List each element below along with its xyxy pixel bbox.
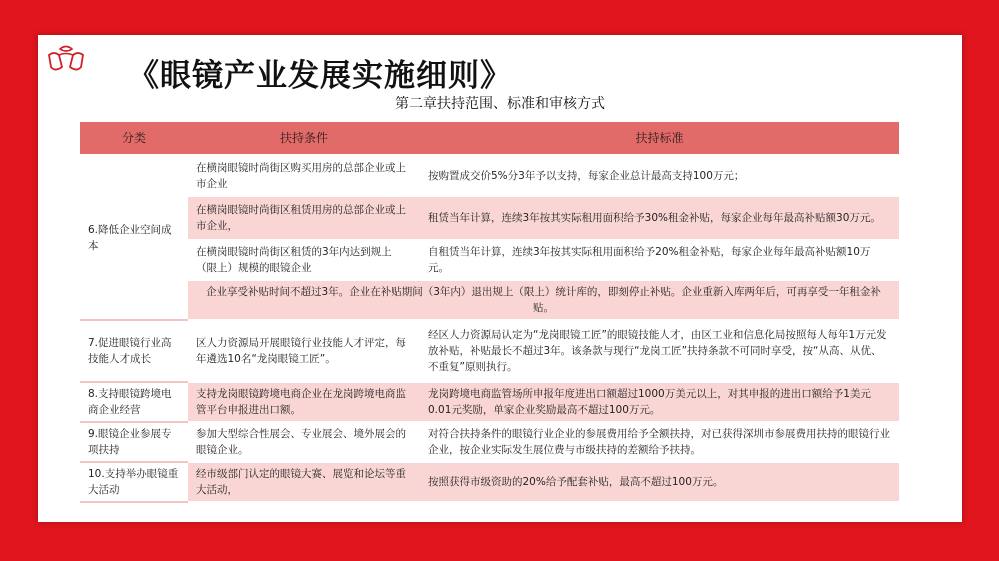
header-category: 分类 <box>80 122 188 155</box>
header-standard: 扶持标准 <box>420 122 899 155</box>
table-row <box>80 382 899 422</box>
chapter-subtitle: 第二章扶持范围、标准和审核方式 <box>395 96 605 112</box>
condition-cell: 区人力资源局开展眼镜行业技能人才评定，每年遴选10名“龙岗眼镜工匠”。 <box>188 320 420 382</box>
standard-cell: 自租赁当年计算，连续3年按其实际租用面积给予20%租金补贴，每家企业每年最高补贴额10万元。 <box>420 240 899 280</box>
standard-cell: 对符合扶持条件的眼镜行业企业的参展费用给予全额扶持，对已获得深圳市参展费用扶持的眼镜行业企业，按企业实际发生展位费与市级扶持的差额给予扶持。 <box>420 422 899 462</box>
condition-cell: 经市级部门认定的眼镜大赛、展览和论坛等重大活动， <box>188 462 420 502</box>
glasses-icon <box>46 45 86 73</box>
header-condition: 扶持条件 <box>188 122 420 155</box>
category-cell: 10.支持举办眼镜重大活动 <box>80 462 188 502</box>
note-cell: 企业享受补贴时间不超过3年。企业在补贴期间（3年内）退出规上（限上）统计库的，即刻停止补贴。企业重新入库两年后，可再享受一年租金补贴。 <box>188 280 899 320</box>
table-row <box>80 422 899 462</box>
category-cell: 6.降低企业空间成本 <box>80 155 188 320</box>
table-row <box>80 240 899 280</box>
condition-cell: 在横岗眼镜时尚街区购买用房的总部企业或上市企业 <box>188 155 420 196</box>
condition-cell: 支持龙岗眼镜跨境电商企业在龙岗跨境电商监管平台申报进出口额。 <box>188 382 420 422</box>
standard-cell: 租赁当年计算，连续3年按其实际租用面积给予30%租金补贴，每家企业每年最高补贴额30万元。 <box>420 196 899 240</box>
condition-cell: 在横岗眼镜时尚街区租赁的3年内达到规上（限上）规模的眼镜企业 <box>188 240 420 280</box>
policy-table <box>80 122 899 503</box>
standard-cell: 按购置成交价5%分3年予以支持，每家企业总计最高支持100万元； <box>420 155 899 196</box>
table-row <box>80 462 899 502</box>
category-cell: 7.促进眼镜行业高技能人才成长 <box>80 320 188 382</box>
standard-cell: 龙岗跨境电商监管场所申报年度进出口额超过1000万美元以上，对其申报的进出口额给予1美元0.01元奖励，单家企业奖励最高不超过100万元。 <box>420 382 899 422</box>
standard-cell: 按照获得市级资助的20%给予配套补贴，最高不超过100万元。 <box>420 462 899 502</box>
table-row <box>80 320 899 382</box>
page-title: 《眼镜产业发展实施细则》 <box>128 58 512 94</box>
table-header-row <box>80 122 899 155</box>
standard-cell: 经区人力资源局认定为“龙岗眼镜工匠”的眼镜技能人才，由区工业和信息化局按照每人每年1万元发放补贴，补贴最长不超过3年。该条款与现行“龙岗工匠”扶持条款不可同时享受，按“从高、从优、不重复”原则执行。 <box>420 320 899 382</box>
condition-cell: 参加大型综合性展会、专业展会、境外展会的眼镜企业。 <box>188 422 420 462</box>
condition-cell: 在横岗眼镜时尚街区租赁用房的总部企业或上市企业， <box>188 196 420 240</box>
table-row <box>80 196 899 240</box>
category-cell: 8.支持眼镜跨境电商企业经营 <box>80 382 188 422</box>
category-cell: 9.眼镜企业参展专项扶持 <box>80 422 188 462</box>
table-row <box>80 280 899 320</box>
slide <box>38 35 962 522</box>
table-row <box>80 155 899 196</box>
